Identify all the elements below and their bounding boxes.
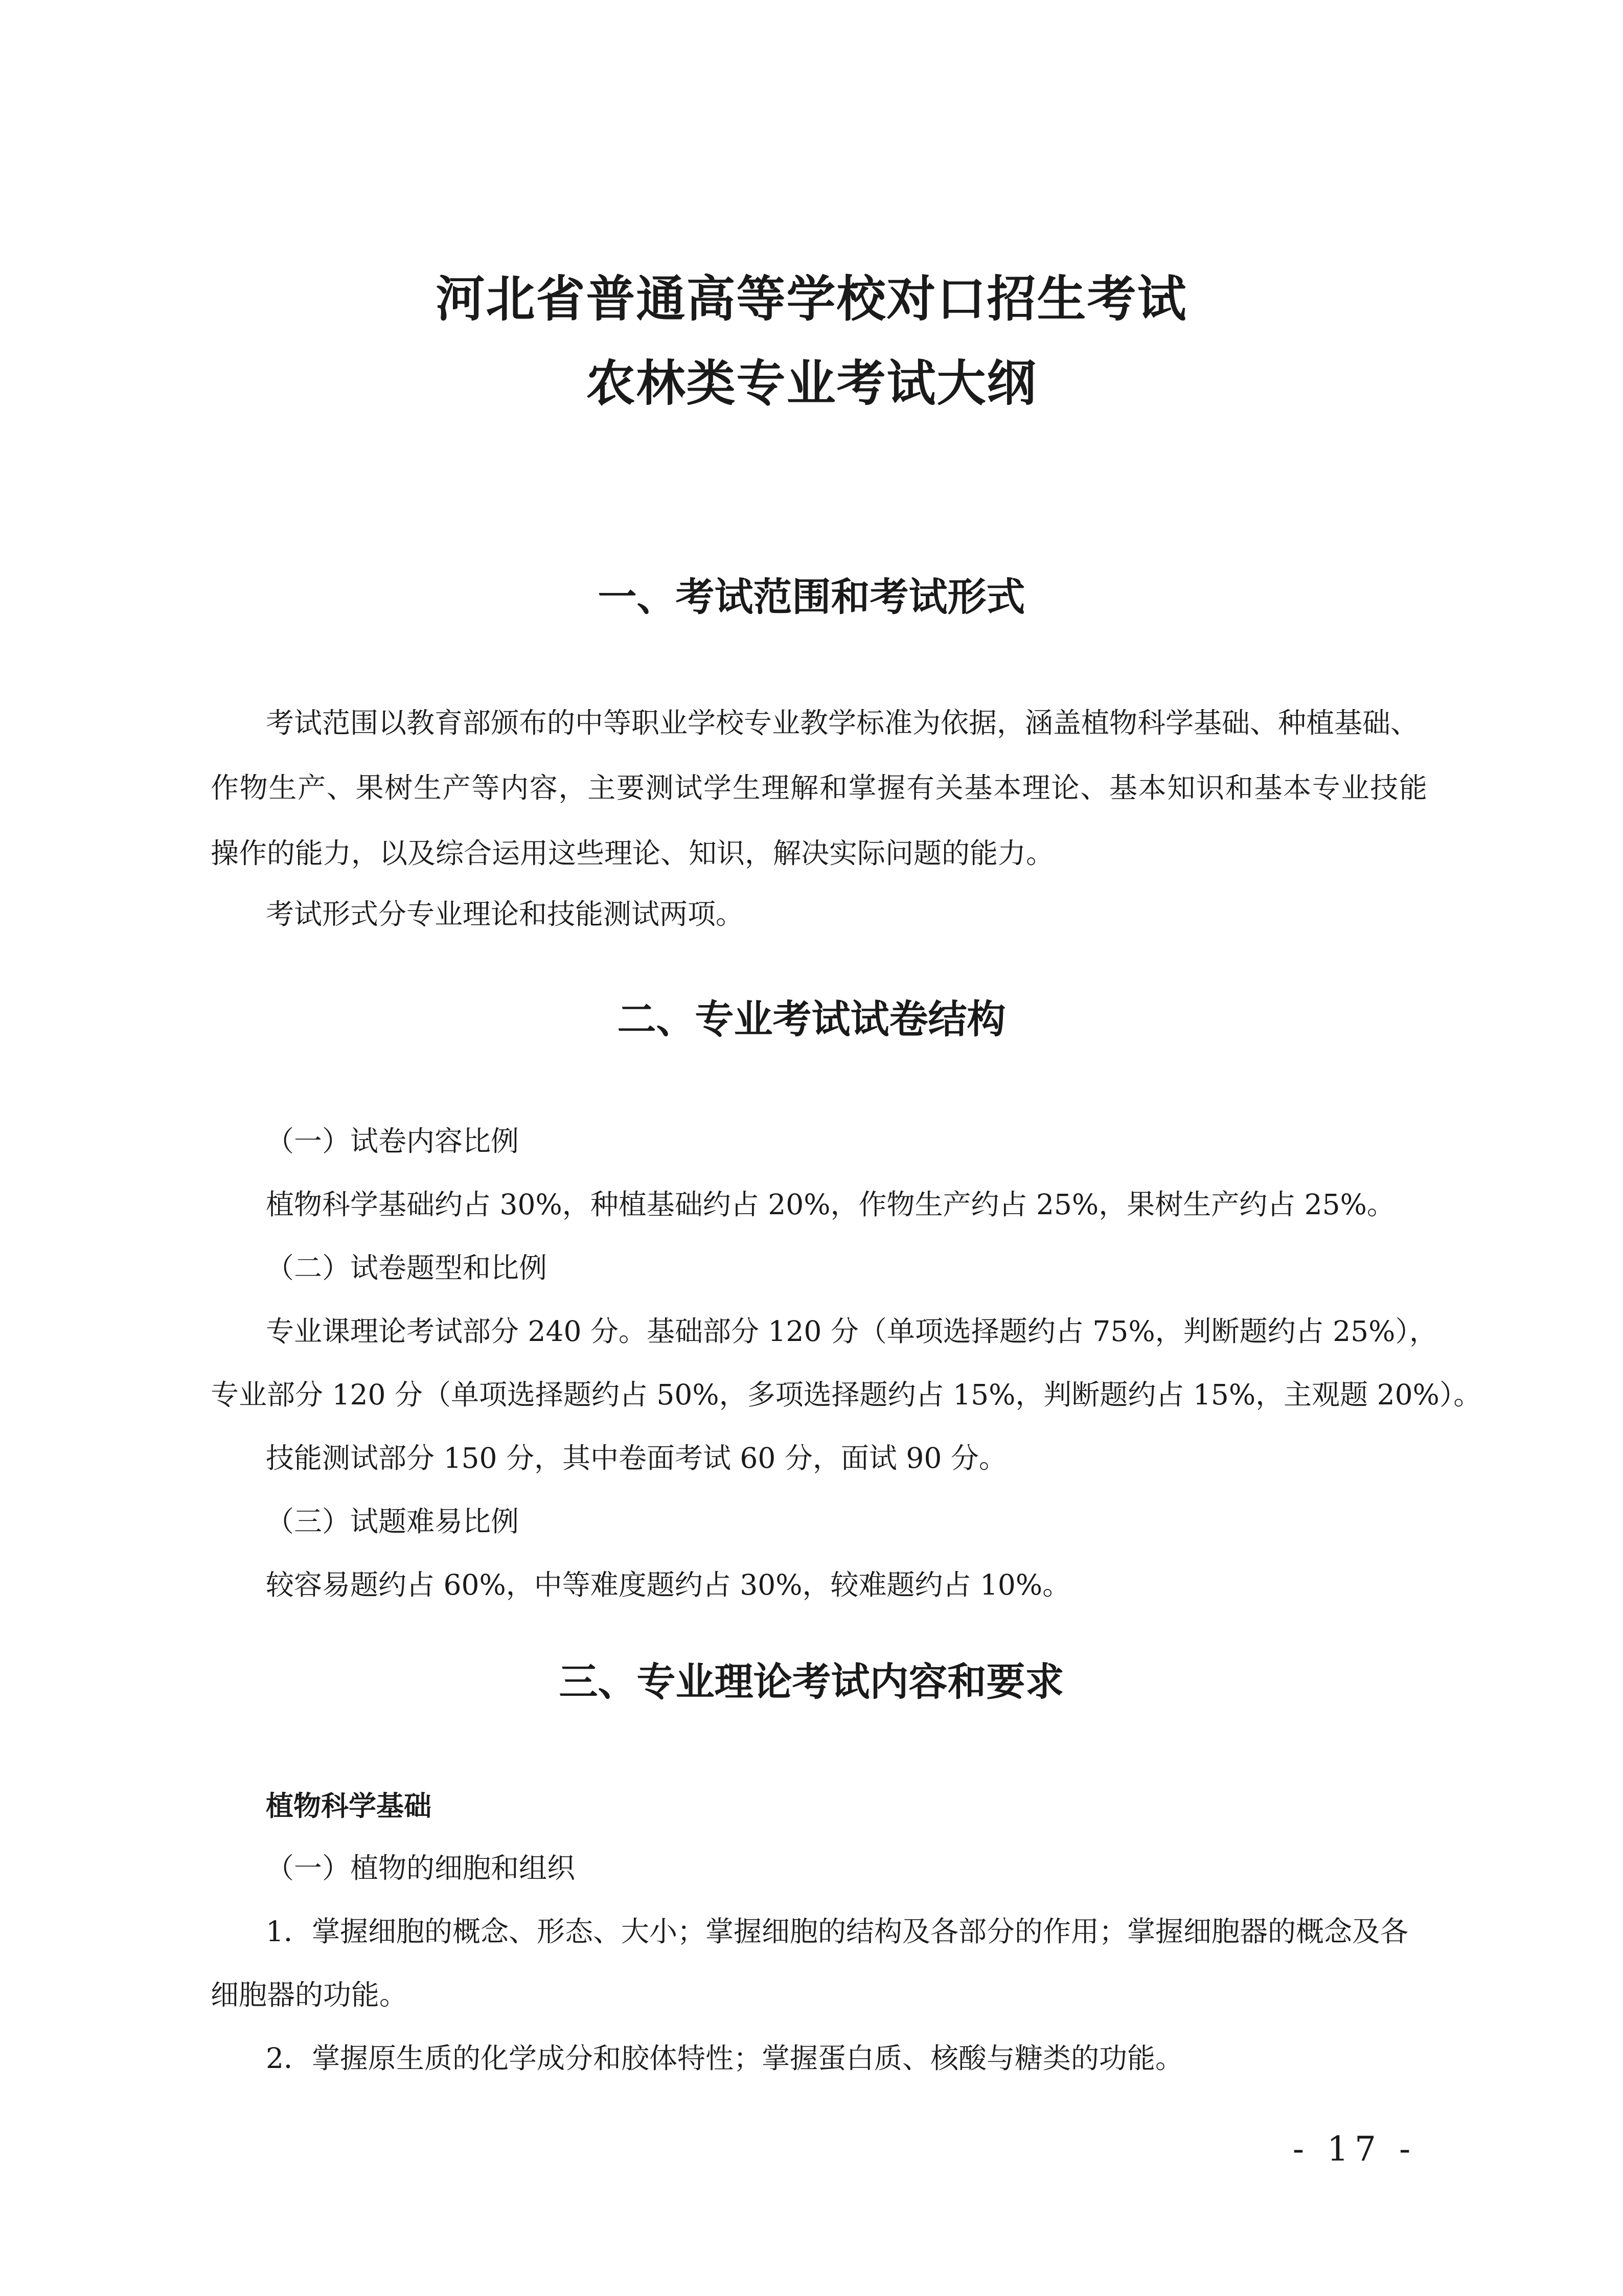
document-title-line2: 农林类专业考试大纲 bbox=[586, 354, 1037, 412]
page-number: - 17 - bbox=[1292, 2129, 1417, 2169]
list-item: 1．掌握细胞的概念、形态、大小；掌握细胞的结构及各部分的作用；掌握细胞器的概念及各 bbox=[266, 1915, 1408, 1948]
list-item: 2．掌握原生质的化学成分和胶体特性；掌握蛋白质、核酸与糖类的功能。 bbox=[266, 2042, 1183, 2075]
paragraph-line: 较容易题约占 60%，中等难度题约占 30%，较难题约占 10%。 bbox=[266, 1568, 1071, 1601]
section-heading-2: 二、专业考试试卷结构 bbox=[617, 996, 1006, 1042]
paragraph-line: 考试形式分专业理论和技能测试两项。 bbox=[266, 898, 744, 930]
section-heading-3: 三、专业理论考试内容和要求 bbox=[559, 1659, 1064, 1704]
paragraph-line: 技能测试部分 150 分，其中卷面考试 60 分，面试 90 分。 bbox=[266, 1442, 1007, 1474]
paragraph-line: 专业部分 120 分（单项选择题约占 50%，多项选择题约占 15%，判断题约占 15%，主观题 20%）。 bbox=[211, 1378, 1482, 1411]
section-heading-1: 一、考试范围和考试形式 bbox=[598, 574, 1025, 620]
paragraph-line: 专业课理论考试部分 240 分。基础部分 120 分（单项选择题约占 75%，判断题约占 25%）， bbox=[266, 1315, 1437, 1348]
paragraph-line: 作物生产、果树生产等内容，主要测试学生理解和掌握有关基本理论、基本知识和基本专业技能 bbox=[211, 771, 1427, 804]
document-title-line1: 河北省普通高等学校对口招生考试 bbox=[436, 270, 1187, 328]
paragraph-line: 考试范围以教育部颁布的中等职业学校专业教学标准为依据，涵盖植物科学基础、种植基础、 bbox=[266, 707, 1419, 739]
subsection-heading: （一）植物的细胞和组织 bbox=[266, 1852, 576, 1884]
list-item-continuation: 细胞器的功能。 bbox=[211, 1979, 408, 2011]
subsection-heading: （一）试卷内容比例 bbox=[266, 1125, 519, 1157]
subsection-heading: （三）试题难易比例 bbox=[266, 1505, 519, 1538]
paragraph-line: 植物科学基础约占 30%，种植基础约占 20%，作物生产约占 25%，果树生产约占 25%。 bbox=[266, 1188, 1395, 1221]
subject-heading: 植物科学基础 bbox=[266, 1790, 431, 1822]
subsection-heading: （二）试卷题型和比例 bbox=[266, 1252, 547, 1284]
paragraph-line: 操作的能力，以及综合运用这些理论、知识，解决实际问题的能力。 bbox=[211, 837, 1055, 870]
